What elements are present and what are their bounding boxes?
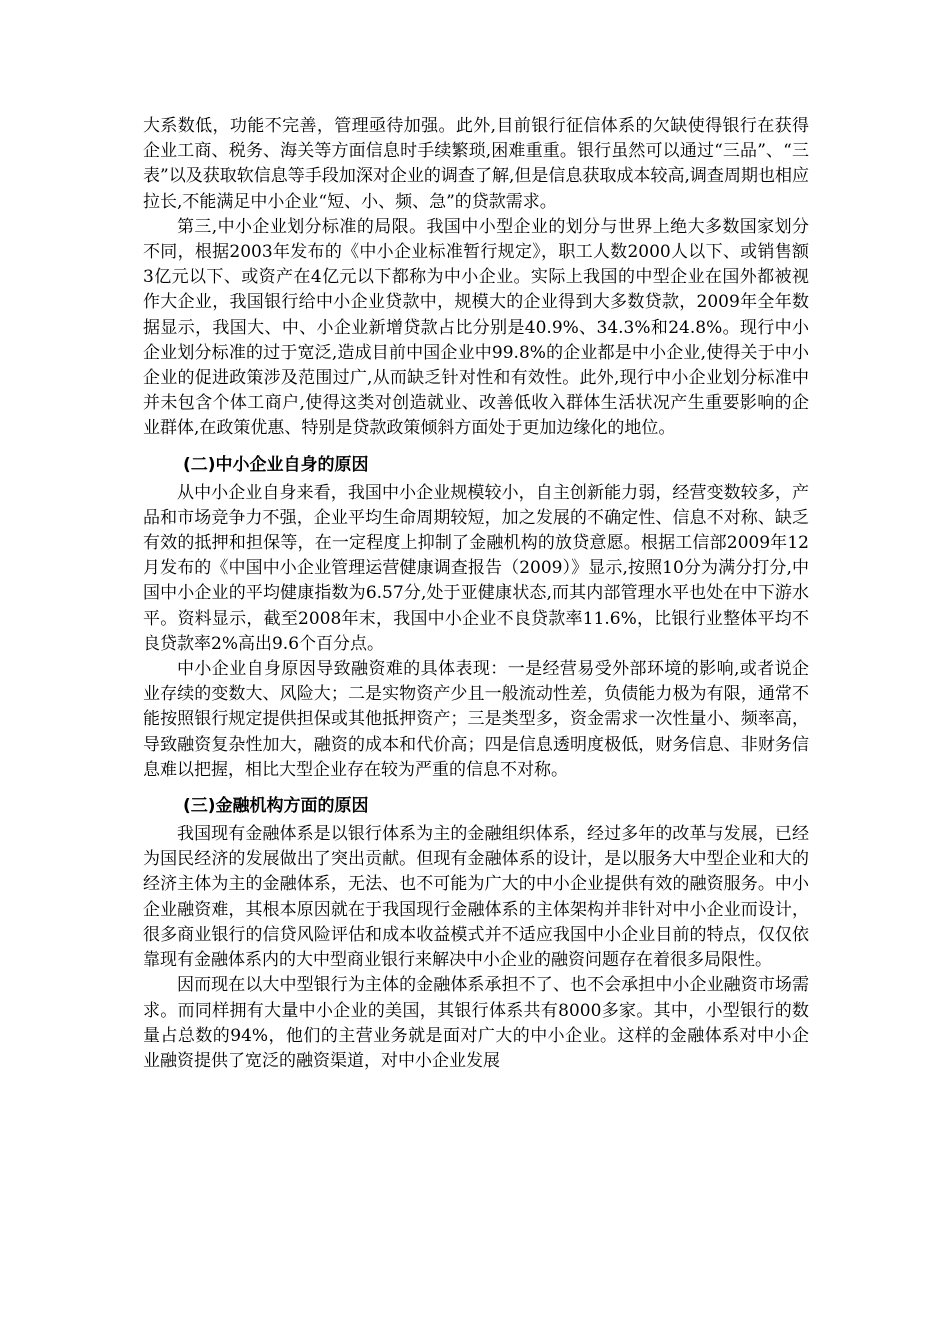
paragraph-continued: 大系数低，功能不完善，管理亟待加强。此外,目前银行征信体系的欠缺使得银行在获得企业工商、税务、海关等方面信息时手续繁琐,困难重重。银行虽然可以通过“三品”、“三表”以及获取软信息等手段加深对企业的调查了解,但是信息获取成本较高,调查周期也相应拉长,不能满足中小企业“短、小、频、急”的贷款需求。 xyxy=(143,116,809,212)
paragraph-enterprise-self: 从中小企业自身来看，我国中小企业规模较小，自主创新能力弱，经营变数较多，产品和市场竞争力不强，企业平均生命周期较短，加之发展的不确定性、信息不对称、缺乏有效的抵押和担保等，在一定程度上抑制了金融机构的放贷意愿。根据工信部2009年12月发布的《中国中小企业管理运营健康调查报告（2009）》显示,按照10分为满分打分,中国中小企业的平均健康指数为6.57分,处于亚健康状态,而其内部管理水平也处在中下游水平。资料显示，截至2008年末，我国中小企业不良贷款率11.6%，比银行业整体平均不良贷款率2%高出9.6个百分点。 xyxy=(143,482,809,654)
paragraph-financing-difficulty: 中小企业自身原因导致融资难的具体表现：一是经营易受外部环境的影响,或者说企业存续的变数大、风险大；二是实物资产少且一般流动性差，负债能力极为有限，通常不能按照银行规定提供担保或其他抵押资产；三是类型多，资金需求一次性量小、频率高，导致融资复杂性加大，融资的成本和代价高；四是信息透明度极低，财务信息、非财务信息难以把握，相比大型企业存在较为严重的信息不对称。 xyxy=(143,659,809,780)
section-heading-enterprise-causes: (二)中小企业自身的原因 xyxy=(183,454,369,475)
document-page xyxy=(143,114,809,1074)
section-heading-financial-institution-causes: (三)金融机构方面的原因 xyxy=(183,796,369,817)
paragraph-us-comparison: 因而现在以大中型银行为主体的金融体系承担不了、也不会承担中小企业融资市场需求。而同样拥有大量中小企业的美国，其银行体系共有8000多家。其中，小型银行的数量占总数的94%，他们的主营业务就是面对广大的中小企业。这样的金融体系对中小企业融资提供了宽泛的融资渠道，对中小企业发展 xyxy=(143,975,809,1071)
paragraph-financial-system: 我国现有金融体系是以银行体系为主的金融组织体系，经过多年的改革与发展，已经为国民经济的发展做出了突出贡献。但现有金融体系的设计，是以服务大中型企业和大的经济主体为主的金融体系，无法、也不可能为广大的中小企业提供有效的融资服务。中小企业融资难，其根本原因就在于我国现行金融体系的主体架构并非针对中小企业而设计，很多商业银行的信贷风险评估和成本收益模式并不适应我国中小企业目前的特点，仅仅依靠现有金融体系内的大中型商业银行来解决中小企业的融资问题存在着很多局限性。 xyxy=(143,824,809,971)
paragraph-classification-standard: 第三,中小企业划分标准的局限。我国中小型企业的划分与世界上绝大多数国家划分不同，根据2003年发布的《中小企业标准暂行规定》，职工人数2000人以下、或销售额3亿元以下、或资产在4亿元以下都称为中小企业。实际上我国的中型企业在国外都被视作大企业，我国银行给中小企业贷款中，规模大的企业得到大多数贷款，2009年全年数据显示，我国大、中、小企业新增贷款占比分别是40.9%、34.3%和24.8%。现行中小企业划分标准的过于宽泛,造成目前中国企业中99.8%的企业都是中小企业,使得关于中小企业的促进政策涉及范围过广,从而缺乏针对性和有效性。此外,现行中小企业划分标准中并未包含个体工商户,使得这类对创造就业、改善低收入群体生活状况产生重要影响的企业群体,在政策优惠、特别是贷款政策倾斜方面处于更加边缘化的地位。 xyxy=(143,216,809,439)
